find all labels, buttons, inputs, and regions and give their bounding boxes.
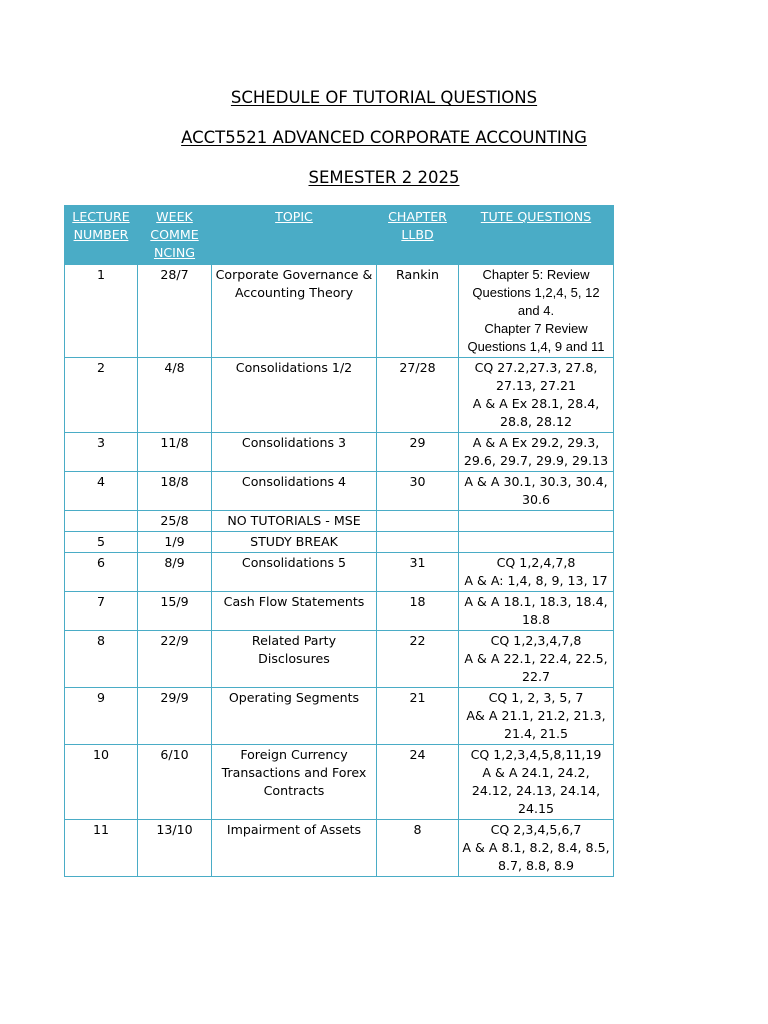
topic-cell: Operating Segments bbox=[212, 688, 377, 745]
tute-question-line: A& A 21.1, 21.2, 21.3, 21.4, 21.5 bbox=[466, 708, 606, 741]
lecture-number-cell: 4 bbox=[65, 472, 138, 511]
tute-questions-cell bbox=[459, 358, 614, 433]
lecture-number-cell: 10 bbox=[65, 745, 138, 820]
table-row bbox=[65, 511, 614, 532]
table-row bbox=[65, 688, 614, 745]
tute-questions-cell bbox=[459, 511, 614, 532]
week-cell: 4/8 bbox=[138, 358, 212, 433]
table-row bbox=[65, 745, 614, 820]
tute-question-line: A & A 8.1, 8.2, 8.4, 8.5, 8.7, 8.8, 8.9 bbox=[462, 840, 610, 873]
schedule-title: SCHEDULE OF TUTORIAL QUESTIONS bbox=[230, 88, 538, 107]
tute-questions-cell bbox=[459, 265, 614, 358]
topic-cell: STUDY BREAK bbox=[212, 532, 377, 553]
chapter-cell: 8 bbox=[377, 820, 459, 877]
chapter-cell bbox=[377, 511, 459, 532]
tute-question-line: A & A 30.1, 30.3, 30.4, 30.6 bbox=[464, 474, 608, 507]
table-row bbox=[65, 592, 614, 631]
course-title: ACCT5521 ADVANCED CORPORATE ACCOUNTING bbox=[181, 128, 587, 147]
header-week-commencing: WEEK COMME NCING bbox=[138, 206, 212, 265]
week-cell: 28/7 bbox=[138, 265, 212, 358]
tute-questions-cell bbox=[459, 532, 614, 553]
table-row bbox=[65, 553, 614, 592]
header-topic: TOPIC bbox=[212, 206, 377, 265]
lecture-number-cell: 5 bbox=[65, 532, 138, 553]
lecture-number-cell: 9 bbox=[65, 688, 138, 745]
tute-question-line: A & A 22.1, 22.4, 22.5, 22.7 bbox=[464, 651, 608, 684]
topic-cell: Foreign Currency Transactions and Forex Contracts bbox=[212, 745, 377, 820]
topic-cell: Corporate Governance & Accounting Theory bbox=[212, 265, 377, 358]
lecture-number-cell: 11 bbox=[65, 820, 138, 877]
tute-questions-cell bbox=[459, 433, 614, 472]
header-tute-questions: TUTE QUESTIONS bbox=[459, 206, 614, 265]
topic-cell: Related Party Disclosures bbox=[212, 631, 377, 688]
tute-questions-cell bbox=[459, 592, 614, 631]
topic-cell: Consolidations 4 bbox=[212, 472, 377, 511]
tute-question-line: CQ 1,2,3,4,5,8,11,19 bbox=[470, 747, 602, 762]
chapter-cell bbox=[377, 532, 459, 553]
table-header-row bbox=[65, 206, 614, 265]
topic-cell: Consolidations 1/2 bbox=[212, 358, 377, 433]
table-row bbox=[65, 472, 614, 511]
table-row bbox=[65, 265, 614, 358]
tute-question-line: A & A 24.1, 24.2, 24.12, 24.13, 24.14, 24.15 bbox=[471, 765, 601, 816]
table-row bbox=[65, 820, 614, 877]
chapter-cell: 18 bbox=[377, 592, 459, 631]
chapter-cell: 22 bbox=[377, 631, 459, 688]
lecture-number-cell: 1 bbox=[65, 265, 138, 358]
header-chapter: CHAPTER LLBD bbox=[377, 206, 459, 265]
tute-questions-cell bbox=[459, 820, 614, 877]
week-cell: 11/8 bbox=[138, 433, 212, 472]
lecture-number-cell bbox=[65, 511, 138, 532]
chapter-cell: Rankin bbox=[377, 265, 459, 358]
chapter-cell: 21 bbox=[377, 688, 459, 745]
tute-question-line: A & A 18.1, 18.3, 18.4, 18.8 bbox=[464, 594, 608, 627]
table-row bbox=[65, 433, 614, 472]
table-row bbox=[65, 532, 614, 553]
tutorial-schedule-table bbox=[64, 205, 614, 877]
table-row bbox=[65, 358, 614, 433]
chapter-cell: 29 bbox=[377, 433, 459, 472]
week-cell: 25/8 bbox=[138, 511, 212, 532]
week-cell: 15/9 bbox=[138, 592, 212, 631]
document-titles bbox=[0, 88, 768, 208]
tute-questions-cell bbox=[459, 472, 614, 511]
table-row bbox=[65, 631, 614, 688]
week-cell: 22/9 bbox=[138, 631, 212, 688]
week-cell: 18/8 bbox=[138, 472, 212, 511]
semester-title: SEMESTER 2 2025 bbox=[308, 168, 460, 187]
tute-question-line: A & A Ex 29.2, 29.3, 29.6, 29.7, 29.9, 29.13 bbox=[463, 435, 609, 468]
chapter-cell: 30 bbox=[377, 472, 459, 511]
week-cell: 29/9 bbox=[138, 688, 212, 745]
tute-question-line: Chapter 5: Review Questions 1,2,4, 5, 12 and 4. bbox=[472, 267, 600, 318]
chapter-cell: 24 bbox=[377, 745, 459, 820]
week-cell: 13/10 bbox=[138, 820, 212, 877]
chapter-cell: 27/28 bbox=[377, 358, 459, 433]
tute-questions-cell bbox=[459, 631, 614, 688]
chapter-cell: 31 bbox=[377, 553, 459, 592]
tute-questions-cell bbox=[459, 553, 614, 592]
tute-questions-cell bbox=[459, 688, 614, 745]
lecture-number-cell: 3 bbox=[65, 433, 138, 472]
tute-question-line: CQ 2,3,4,5,6,7 bbox=[490, 822, 582, 837]
week-cell: 8/9 bbox=[138, 553, 212, 592]
tute-question-line: CQ 1,2,4,7,8 bbox=[496, 555, 576, 570]
tute-question-line: A & A Ex 28.1, 28.4, 28.8, 28.12 bbox=[472, 396, 600, 429]
lecture-number-cell: 8 bbox=[65, 631, 138, 688]
tute-question-line: CQ 1, 2, 3, 5, 7 bbox=[488, 690, 584, 705]
tute-question-line: CQ 1,2,3,4,7,8 bbox=[490, 633, 582, 648]
topic-cell: Consolidations 3 bbox=[212, 433, 377, 472]
lecture-number-cell: 6 bbox=[65, 553, 138, 592]
tute-question-line: Chapter 7 Review Questions 1,4, 9 and 11 bbox=[467, 321, 605, 354]
lecture-number-cell: 2 bbox=[65, 358, 138, 433]
week-cell: 6/10 bbox=[138, 745, 212, 820]
tute-question-line: CQ 27.2,27.3, 27.8, 27.13, 27.21 bbox=[474, 360, 598, 393]
topic-cell: NO TUTORIALS - MSE bbox=[212, 511, 377, 532]
tute-question-line: A & A: 1,4, 8, 9, 13, 17 bbox=[464, 573, 608, 588]
header-lecture-number: LECTURE NUMBER bbox=[65, 206, 138, 265]
week-cell: 1/9 bbox=[138, 532, 212, 553]
topic-cell: Impairment of Assets bbox=[212, 820, 377, 877]
topic-cell: Cash Flow Statements bbox=[212, 592, 377, 631]
tute-questions-cell bbox=[459, 745, 614, 820]
topic-cell: Consolidations 5 bbox=[212, 553, 377, 592]
lecture-number-cell: 7 bbox=[65, 592, 138, 631]
